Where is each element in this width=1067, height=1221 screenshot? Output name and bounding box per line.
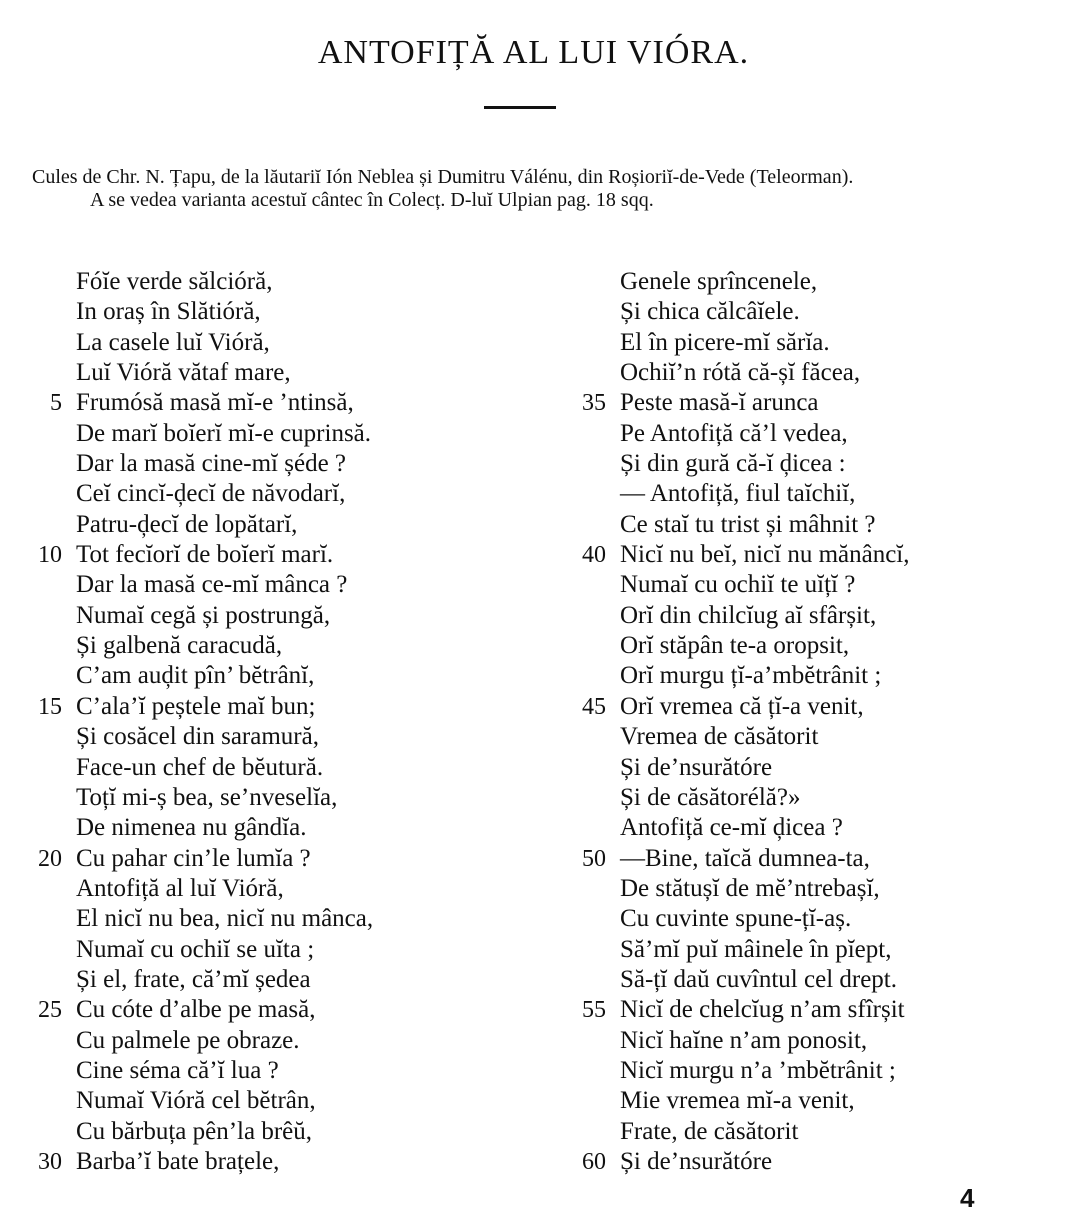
- poem-line: [550, 844, 1050, 874]
- line-text: Și din gură că-ĭ ḑicea :: [620, 450, 846, 478]
- line-number: 35: [582, 390, 606, 417]
- line-text: El nicĭ nu bea, nicĭ nu mânca,: [76, 905, 374, 933]
- line-text: Orĭ din chilcĭug aĭ sfârșit,: [620, 601, 877, 629]
- line-text: Dar la masă ce-mĭ mânca ?: [76, 571, 348, 599]
- line-text: Ceĭ cincĭ-ḑecĭ de năvodarĭ,: [76, 480, 346, 508]
- poem-line: [0, 692, 530, 722]
- line-text: Și galbenă caracudă,: [76, 632, 283, 660]
- line-text: Cu pahar cin’le lumĭa ?: [76, 844, 311, 872]
- line-text: Pe Antofiță că’l vedea,: [620, 419, 848, 447]
- line-text: Cu bărbuța pên’la brêŭ,: [76, 1117, 313, 1145]
- poem-line: [550, 965, 1050, 995]
- line-text: Și de căsătorélă?»: [620, 783, 801, 811]
- poem-line: [550, 661, 1050, 691]
- line-text: El în picere-mĭ sărĭa.: [620, 328, 830, 356]
- poem-line: [550, 722, 1050, 752]
- line-text: Frate, de căsătorit: [620, 1117, 799, 1145]
- poem-line: [550, 753, 1050, 783]
- line-text: Nicĭ nu beĭ, nicĭ nu mănâncĭ,: [620, 541, 910, 569]
- poem-line: [550, 783, 1050, 813]
- poem-line: [550, 813, 1050, 843]
- line-text: De nimenea nu gândĭa.: [76, 814, 307, 842]
- line-text: Nicĭ murgu n’a ’mbĕtrânit ;: [620, 1056, 896, 1084]
- poem-line: [550, 995, 1050, 1025]
- line-text: Nicĭ de chelcĭug n’am sfîrșit: [620, 996, 905, 1024]
- poem-line: [550, 1056, 1050, 1086]
- line-text: Mie vremea mĭ-a venit,: [620, 1087, 855, 1115]
- line-text: Numaĭ cu ochiĭ te uĭțĭ ?: [620, 571, 856, 599]
- line-text: Cu palmele pe obraze.: [76, 1026, 300, 1054]
- source-collector-line: Cules de Chr. N. Țapu, de la lăutariĭ Ión Neblea și Dumitru Válénu, din Roșioriĭ-de-Vede (Teleorman).: [32, 166, 854, 188]
- line-text: Tot fecĭorĭ de boĭerĭ marĭ.: [76, 541, 334, 569]
- line-text: Să-țĭ daŭ cuvîntul cel drept.: [620, 965, 898, 993]
- poem-line: [550, 297, 1050, 327]
- line-text: Vremea de căsătorit: [620, 723, 819, 751]
- line-text: Să’mĭ puĭ mâinele în pĭept,: [620, 935, 892, 963]
- poem-line: [0, 328, 530, 358]
- line-number: 40: [582, 542, 606, 569]
- poem-line: [0, 267, 530, 297]
- line-text: Antofiță ce-mĭ ḑicea ?: [620, 814, 843, 842]
- poem-line: [550, 267, 1050, 297]
- line-number: 15: [38, 693, 62, 720]
- poem-line: [550, 1026, 1050, 1056]
- poem-line: [550, 358, 1050, 388]
- poem-line: [0, 540, 530, 570]
- line-text: C’ala’ĭ peștele maĭ bun;: [76, 692, 316, 720]
- line-text: Dar la masă cine-mĭ șéde ?: [76, 450, 347, 478]
- poem-line: [0, 995, 530, 1025]
- line-text: La casele luĭ Vióră,: [76, 328, 270, 356]
- line-text: Numaĭ cegă și postrungă,: [76, 601, 331, 629]
- poem-line: [550, 479, 1050, 509]
- line-number: 60: [582, 1148, 606, 1175]
- line-text: —Bine, taĭcă dumnea-ta,: [620, 844, 870, 872]
- poem-line: [0, 783, 530, 813]
- poem-column-right: [550, 267, 1050, 1177]
- poem-line: [0, 935, 530, 965]
- line-text: Și el, frate, că’mĭ ședea: [76, 965, 311, 993]
- line-number: 25: [38, 997, 62, 1024]
- line-text: Patru-ḑecĭ de lopătarĭ,: [76, 510, 298, 538]
- poem-line: [0, 631, 530, 661]
- line-number: 45: [582, 693, 606, 720]
- poem-line: [550, 631, 1050, 661]
- poem-line: [550, 419, 1050, 449]
- line-text: Numaĭ cu ochiĭ se uĭta ;: [76, 935, 315, 963]
- poem-line: [0, 1147, 530, 1177]
- line-text: Cu cuvinte spune-țĭ-aș.: [620, 905, 852, 933]
- line-text: C’am auḑit pîn’ bĕtrânĭ,: [76, 662, 315, 690]
- poem-line: [550, 874, 1050, 904]
- poem-line: [0, 1026, 530, 1056]
- line-text: Orĭ stăpân te-a oropsit,: [620, 632, 850, 660]
- poem-line: [550, 449, 1050, 479]
- line-text: Frumósă masă mĭ-e ’ntinsă,: [76, 389, 354, 417]
- line-text: Orĭ vremea că țĭ-a venit,: [620, 692, 864, 720]
- poem-line: [0, 510, 530, 540]
- line-text: De stătușĭ de mĕ’ntrebașĭ,: [620, 874, 880, 902]
- poem-line: [0, 844, 530, 874]
- page-number: 4: [960, 1183, 975, 1213]
- source-variant-line: A se vedea varianta acestuĭ cântec în Colecț. D-luĭ Ulpian pag. 18 sqq.: [90, 189, 654, 211]
- line-text: Face-un chef de bĕutură.: [76, 753, 324, 781]
- poem-line: [550, 1117, 1050, 1147]
- poem-line: [0, 1056, 530, 1086]
- poem-line: [0, 297, 530, 327]
- line-text: Antofiță al luĭ Vióră,: [76, 874, 284, 902]
- page-title: ANTOFIȚĂ AL LUI VIÓRA.: [317, 34, 750, 71]
- poem-line: [0, 904, 530, 934]
- poem-line: [0, 1086, 530, 1116]
- poem-line: [550, 388, 1050, 418]
- poem-line: [550, 540, 1050, 570]
- line-text: Și cosăcel din saramură,: [76, 723, 319, 751]
- poem-line: [0, 661, 530, 691]
- poem-line: [550, 328, 1050, 358]
- poem-line: [550, 904, 1050, 934]
- poem-line: [0, 419, 530, 449]
- line-text: Și de’nsurătóre: [620, 1147, 773, 1175]
- line-text: Și chica călcâĭele.: [620, 298, 800, 326]
- line-text: Barba’ĭ bate brațele,: [76, 1147, 280, 1175]
- source-note: [32, 166, 1032, 212]
- poem-line: [550, 1086, 1050, 1116]
- line-text: Numaĭ Vióră cel bĕtrân,: [76, 1087, 316, 1115]
- line-text: Ochiĭ’n rótă că-șĭ făcea,: [620, 359, 861, 387]
- poem-line: [0, 874, 530, 904]
- line-text: Toțĭ mi-ș bea, se’nveselĭa,: [76, 783, 338, 811]
- line-text: Fóĭe verde sălcióră,: [76, 268, 273, 295]
- poem-line: [0, 813, 530, 843]
- poem-line: [550, 601, 1050, 631]
- line-text: Cine séma că’ĭ lua ?: [76, 1056, 279, 1084]
- poem-line: [0, 965, 530, 995]
- line-text: Cu cóte d’albe pe masă,: [76, 996, 316, 1024]
- poem-line: [0, 358, 530, 388]
- poem-line: [0, 479, 530, 509]
- line-text: Peste masă-ĭ arunca: [620, 389, 819, 417]
- poem-line: [0, 449, 530, 479]
- line-number: 50: [582, 845, 606, 872]
- poem-line: [0, 722, 530, 752]
- line-number: 20: [38, 845, 62, 872]
- poem-line: [550, 510, 1050, 540]
- poem-line: [0, 601, 530, 631]
- line-number: 10: [38, 542, 62, 569]
- line-text: Nicĭ haĭne n’am ponosit,: [620, 1026, 868, 1054]
- line-text: De marĭ boĭerĭ mĭ-e cuprinsă.: [76, 419, 372, 447]
- line-text: Ce staĭ tu trist și mâhnit ?: [620, 510, 876, 538]
- poem-line: [550, 692, 1050, 722]
- poem-line: [0, 570, 530, 600]
- line-number: 30: [38, 1148, 62, 1175]
- line-text: In oraș în Slătióră,: [76, 298, 261, 326]
- line-number: 5: [50, 390, 62, 417]
- poem-line: [550, 1147, 1050, 1177]
- poem-line: [550, 570, 1050, 600]
- line-text: Și de’nsurătóre: [620, 753, 773, 781]
- poem-line: [550, 935, 1050, 965]
- poem-line: [0, 388, 530, 418]
- poem-column-left: [0, 267, 530, 1177]
- title-divider: [484, 106, 556, 109]
- line-text: — Antofiță, fiul taĭchiĭ,: [620, 480, 856, 508]
- line-text: Orĭ murgu țĭ-a’mbĕtrânit ;: [620, 662, 882, 690]
- poem-line: [0, 1117, 530, 1147]
- line-text: Luĭ Vióră vătaf mare,: [76, 359, 291, 387]
- line-text: Genele sprîncenele,: [620, 268, 818, 295]
- poem-line: [0, 753, 530, 783]
- line-number: 55: [582, 997, 606, 1024]
